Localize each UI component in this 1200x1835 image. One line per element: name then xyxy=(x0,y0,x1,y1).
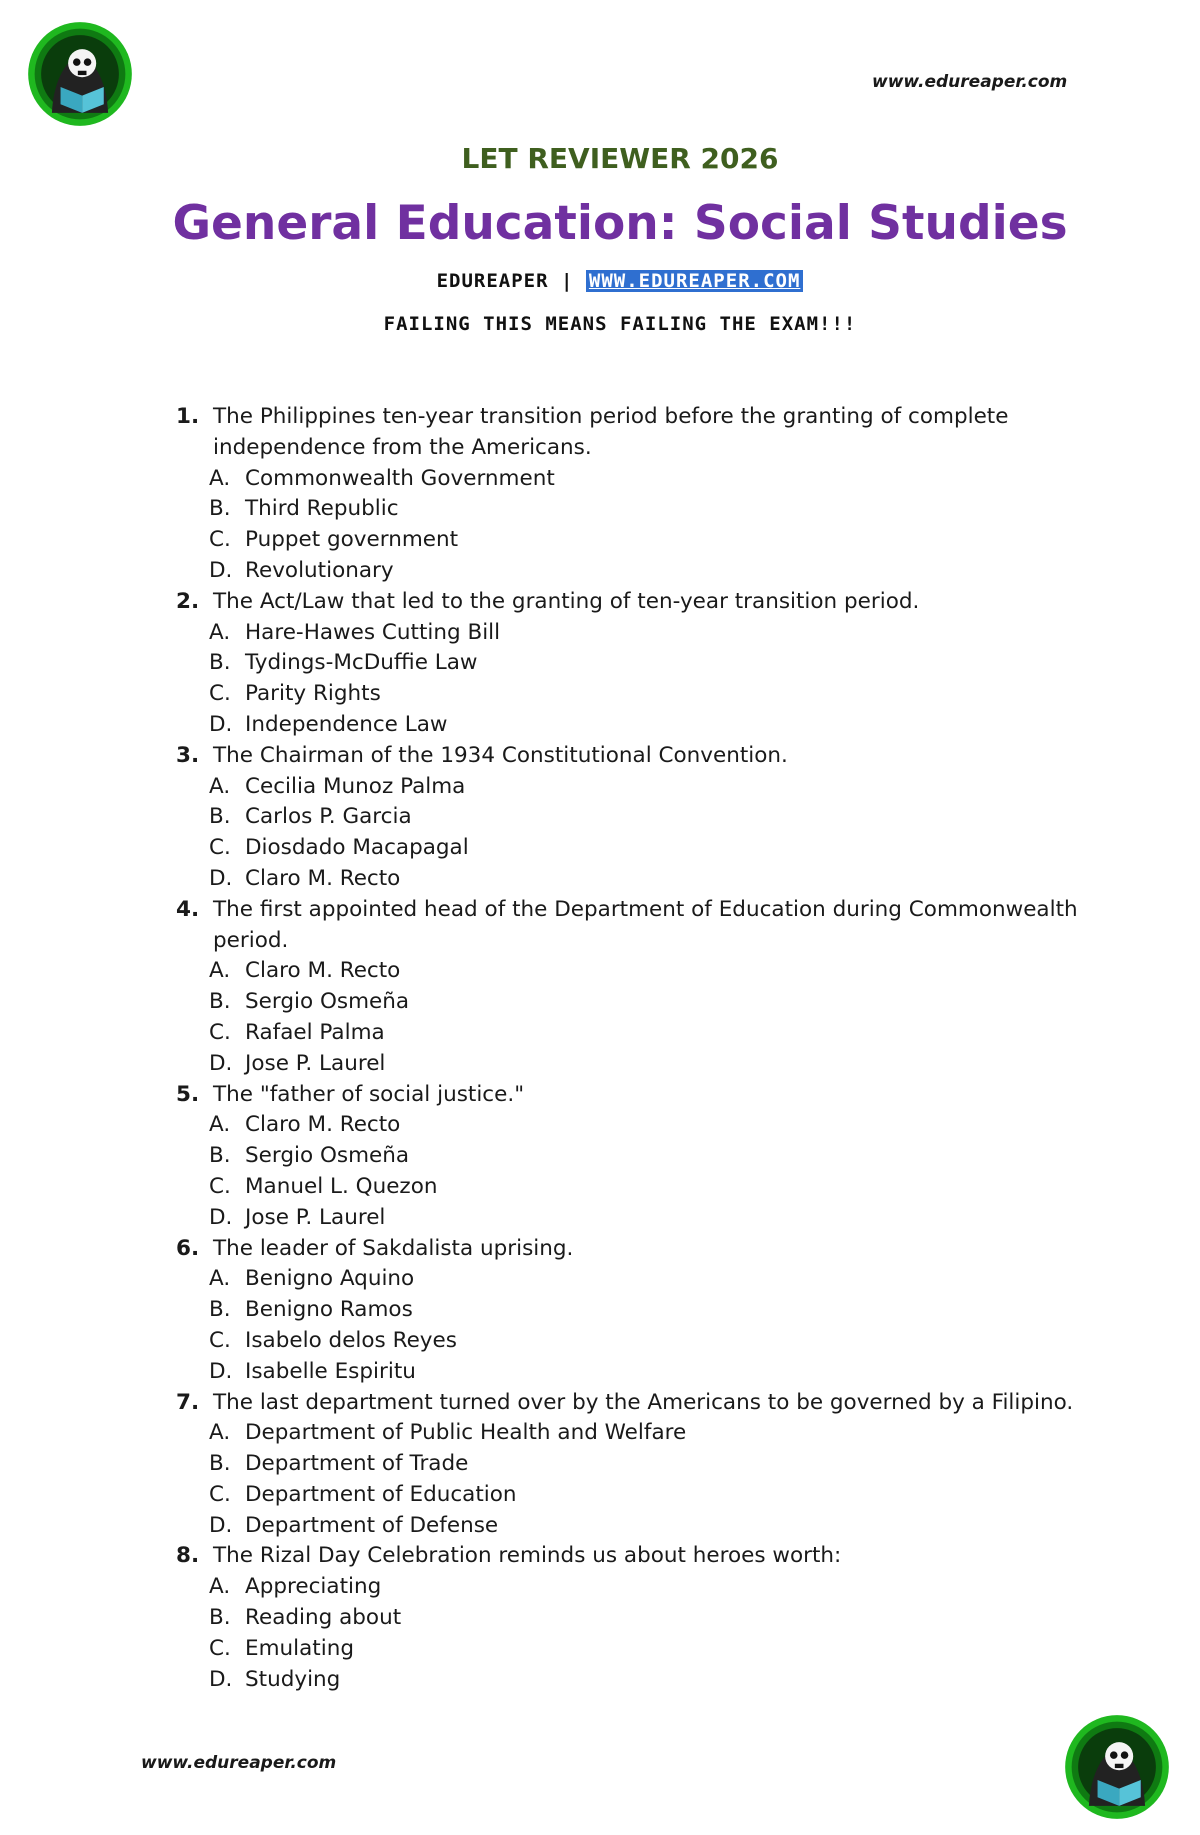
question-item xyxy=(176,587,1086,741)
option-text: Rafael Palma xyxy=(245,1019,385,1045)
option-item xyxy=(209,1511,1086,1542)
option-list xyxy=(176,772,1086,895)
option-list xyxy=(176,956,1086,1079)
option-item xyxy=(209,1480,1086,1511)
option-letter: B. xyxy=(209,804,231,830)
question-text: The leader of Sakdalista uprising. xyxy=(213,1235,574,1261)
option-letter: C. xyxy=(209,835,231,861)
option-text: Isabelo delos Reyes xyxy=(245,1327,457,1353)
option-text: Carlos P. Garcia xyxy=(245,804,412,830)
option-item xyxy=(209,1295,1086,1326)
option-text: Claro M. Recto xyxy=(245,865,401,891)
reviewer-subtitle: LET REVIEWER 2026 xyxy=(461,142,779,175)
option-item xyxy=(209,833,1086,864)
option-letter: D. xyxy=(209,557,233,583)
option-letter: A. xyxy=(209,1574,231,1600)
option-item xyxy=(209,802,1086,833)
option-item xyxy=(209,494,1086,525)
brand-line xyxy=(0,270,1200,292)
question-item xyxy=(176,1388,1086,1542)
option-text: Hare-Hawes Cutting Bill xyxy=(245,619,501,645)
brand-separator: | xyxy=(561,270,574,292)
question-item xyxy=(176,895,1086,1080)
option-item xyxy=(209,1665,1086,1696)
question-text: The "father of social justice." xyxy=(213,1081,525,1107)
question-text: The first appointed head of the Department of Education during Commonwealth period. xyxy=(213,896,1078,953)
option-letter: C. xyxy=(209,681,231,707)
question-text: The Philippines ten-year transition period before the granting of complete independence from the Americans. xyxy=(213,404,1009,460)
option-letter: B. xyxy=(209,496,231,522)
option-text: Independence Law xyxy=(245,711,448,737)
option-item xyxy=(209,464,1086,495)
option-text: Revolutionary xyxy=(245,557,394,583)
option-item xyxy=(209,864,1086,895)
option-letter: B. xyxy=(209,1297,231,1323)
question-number: 3. xyxy=(176,742,200,768)
option-list xyxy=(176,618,1086,741)
option-text: Cecilia Munoz Palma xyxy=(245,773,466,799)
question-text: The Rizal Day Celebration reminds us about heroes worth: xyxy=(213,1543,842,1569)
option-item xyxy=(209,1418,1086,1449)
option-text: Tydings-McDuffie Law xyxy=(245,650,478,676)
question-number: 5. xyxy=(176,1081,200,1107)
option-item xyxy=(209,648,1086,679)
option-item xyxy=(209,1572,1086,1603)
option-text: Department of Education xyxy=(245,1481,517,1507)
option-item xyxy=(209,525,1086,556)
option-item xyxy=(209,1634,1086,1665)
option-letter: C. xyxy=(209,1327,231,1353)
header-website[interactable]: www.edureaper.com xyxy=(872,72,1068,92)
question-text: The last department turned over by the Americans to be governed by a Filipino. xyxy=(213,1389,1074,1415)
option-text: Diosdado Macapagal xyxy=(245,835,469,861)
option-text: Studying xyxy=(245,1666,341,1692)
option-list xyxy=(176,1264,1086,1387)
option-text: Sergio Osmeña xyxy=(245,989,410,1015)
option-list xyxy=(176,1418,1086,1541)
option-item xyxy=(209,618,1086,649)
option-text: Department of Trade xyxy=(245,1451,469,1477)
option-letter: A. xyxy=(209,958,231,984)
option-item xyxy=(209,1203,1086,1234)
option-item xyxy=(209,1110,1086,1141)
option-item xyxy=(209,1449,1086,1480)
question-number: 4. xyxy=(176,896,200,922)
option-letter: D. xyxy=(209,865,233,891)
option-letter: B. xyxy=(209,650,231,676)
question-number: 1. xyxy=(176,404,200,429)
question-list xyxy=(176,402,1086,1695)
option-letter: D. xyxy=(209,1050,233,1076)
option-letter: B. xyxy=(209,1143,231,1169)
option-letter: D. xyxy=(209,1512,233,1538)
option-letter: A. xyxy=(209,1420,231,1446)
option-text: Third Republic xyxy=(245,496,399,522)
question-number: 7. xyxy=(176,1389,200,1415)
option-letter: A. xyxy=(209,465,231,491)
option-text: Benigno Ramos xyxy=(245,1297,413,1323)
option-text: Appreciating xyxy=(245,1574,382,1600)
question-item xyxy=(176,402,1086,587)
option-item xyxy=(209,1264,1086,1295)
option-letter: B. xyxy=(209,1451,231,1477)
question-number: 6. xyxy=(176,1235,200,1261)
option-item xyxy=(209,1049,1086,1080)
edureaper-logo-icon xyxy=(1063,1713,1171,1821)
option-letter: C. xyxy=(209,1635,231,1661)
option-letter: D. xyxy=(209,1666,233,1692)
question-text: The Act/Law that led to the granting of ten-year transition period. xyxy=(213,588,920,614)
option-item xyxy=(209,1141,1086,1172)
footer-website[interactable]: www.edureaper.com xyxy=(141,1753,337,1773)
option-list xyxy=(176,1572,1086,1695)
option-text: Emulating xyxy=(245,1635,354,1661)
option-item xyxy=(209,1018,1086,1049)
question-item xyxy=(176,741,1086,895)
option-item xyxy=(209,1603,1086,1634)
option-text: Claro M. Recto xyxy=(245,958,401,984)
option-letter: C. xyxy=(209,1019,231,1045)
option-item xyxy=(209,772,1086,803)
tagline: FAILING THIS MEANS FAILING THE EXAM!!! xyxy=(383,313,857,335)
option-letter: A. xyxy=(209,619,231,645)
option-item xyxy=(209,710,1086,741)
option-text: Manuel L. Quezon xyxy=(245,1173,438,1199)
option-item xyxy=(209,1357,1086,1388)
option-item xyxy=(209,1326,1086,1357)
option-letter: D. xyxy=(209,1358,233,1384)
option-text: Benigno Aquino xyxy=(245,1266,415,1292)
page-title: General Education: Social Studies xyxy=(172,196,1068,251)
edureaper-logo-icon xyxy=(26,20,134,128)
option-text: Parity Rights xyxy=(245,681,381,707)
question-number: 2. xyxy=(176,588,200,614)
option-text: Department of Defense xyxy=(245,1512,499,1538)
option-letter: A. xyxy=(209,773,231,799)
option-letter: A. xyxy=(209,1266,231,1292)
question-number: 8. xyxy=(176,1543,200,1569)
option-letter: D. xyxy=(209,1204,233,1230)
option-list xyxy=(176,464,1086,587)
option-list xyxy=(176,1110,1086,1233)
question-item xyxy=(176,1080,1086,1234)
question-text: The Chairman of the 1934 Constitutional Convention. xyxy=(213,742,788,768)
brand-link[interactable]: WWW.EDUREAPER.COM xyxy=(586,270,803,292)
option-letter: B. xyxy=(209,989,231,1015)
option-letter: C. xyxy=(209,1173,231,1199)
option-text: Isabelle Espiritu xyxy=(245,1358,416,1384)
option-item xyxy=(209,1172,1086,1203)
question-item xyxy=(176,1234,1086,1388)
option-letter: C. xyxy=(209,527,231,553)
option-letter: C. xyxy=(209,1481,231,1507)
option-text: Commonwealth Government xyxy=(245,465,555,491)
option-text: Sergio Osmeña xyxy=(245,1143,410,1169)
option-text: Reading about xyxy=(245,1605,402,1631)
option-item xyxy=(209,987,1086,1018)
option-letter: D. xyxy=(209,711,233,737)
option-text: Jose P. Laurel xyxy=(245,1204,386,1230)
option-text: Jose P. Laurel xyxy=(245,1050,386,1076)
option-text: Puppet government xyxy=(245,527,459,553)
option-item xyxy=(209,679,1086,710)
option-item xyxy=(209,956,1086,987)
question-item xyxy=(176,1541,1086,1695)
option-text: Department of Public Health and Welfare xyxy=(245,1420,687,1446)
option-letter: B. xyxy=(209,1605,231,1631)
option-text: Claro M. Recto xyxy=(245,1112,401,1138)
option-letter: A. xyxy=(209,1112,231,1138)
option-item xyxy=(209,556,1086,587)
brand-name: EDUREAPER xyxy=(436,270,549,292)
